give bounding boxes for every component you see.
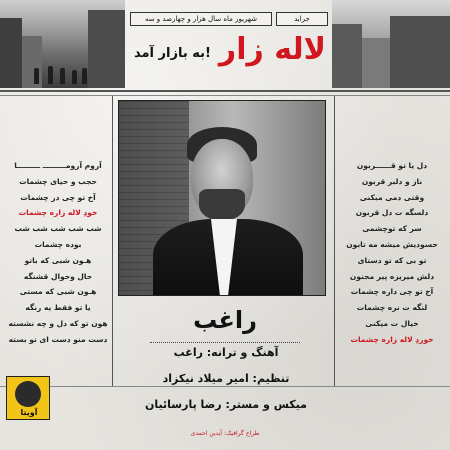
rule-bottom xyxy=(0,386,450,387)
rule-top-thin xyxy=(0,95,450,96)
lyric-line: حجب و حیای چشمات xyxy=(19,176,97,186)
lyric-line: آروم آرومـــــــــ ـــــــــا xyxy=(14,161,102,170)
lyrics-right-column xyxy=(342,158,442,348)
artist-portrait xyxy=(118,100,326,296)
headline-black: به بازار آمد! xyxy=(134,46,211,61)
divider-dots xyxy=(150,342,300,343)
header-small-label: جراید xyxy=(276,12,328,26)
street-photo-left xyxy=(0,0,125,88)
lyric-line: شب شب شب شب شب xyxy=(14,224,102,234)
artist-name: راغب xyxy=(193,306,257,334)
lyric-line: تو بی که تو دستای xyxy=(357,255,427,265)
lyric-line: دل یا تو قــــــربون xyxy=(356,161,428,170)
rule-top xyxy=(0,90,450,92)
lyric-line: بوده چشمات xyxy=(34,239,82,249)
lyric-line: یا تو فقط یه رنگه xyxy=(25,303,91,313)
rule-right-vertical xyxy=(334,96,335,386)
header-date-label: شهریور ماه سال هزار و چهارصد و سه xyxy=(130,12,272,26)
label-logo xyxy=(6,376,50,420)
lyric-line: ناز و دلبر قربون xyxy=(361,176,423,186)
lyric-line: سر که توچشمی xyxy=(362,224,422,234)
lyric-line: دلش میریزه پیر مجنون xyxy=(349,271,435,281)
lyric-line: آخ تو چی داره چشمات xyxy=(350,287,434,297)
designer-credit: طراح گرافیک: آیدین احمدی xyxy=(190,430,260,437)
credit-line: آهنگ و ترانه: راغب xyxy=(173,346,279,359)
credit-line: تنظیم: امیر میلاد نیکزاد xyxy=(162,372,290,385)
lyric-line: هون تو که دل و چه نشسته xyxy=(8,318,108,328)
lyric-line: آخ تو چی در چشمات xyxy=(20,192,96,202)
lyric-line: خودِ لاله زاره چشمات xyxy=(18,208,98,218)
lyric-line: خوردِ لاله زاره چشمات xyxy=(350,334,434,344)
lyric-line: دلسگه ت دل قربون xyxy=(355,208,429,218)
lyric-line: وقتی دمی مبکنی xyxy=(359,192,425,202)
lyric-line: حسودیش میشه مه تابون xyxy=(346,239,438,249)
credit-line: میکس و مستر: رضا پارسائیان xyxy=(145,398,307,411)
headline-red: لاله زار xyxy=(218,32,326,67)
lyric-line: دست منو دست ای تو بسته xyxy=(8,334,108,344)
lyric-line: حال وحوال قشنگه xyxy=(23,271,93,281)
street-photo-right xyxy=(332,0,450,88)
lyric-line: خیال ت میکنی xyxy=(365,318,419,328)
logo-text: آویتا xyxy=(20,408,38,417)
lyrics-left-column xyxy=(8,158,108,348)
rule-left-vertical xyxy=(112,96,113,386)
headline-box xyxy=(126,6,332,86)
lyric-line: هـون شبی که باتو xyxy=(24,255,92,265)
logo-face-icon xyxy=(15,381,41,407)
lyric-line: لنگه ت نره چشمات xyxy=(356,303,428,313)
lyric-line: هـون شبی که مستی xyxy=(19,287,97,297)
